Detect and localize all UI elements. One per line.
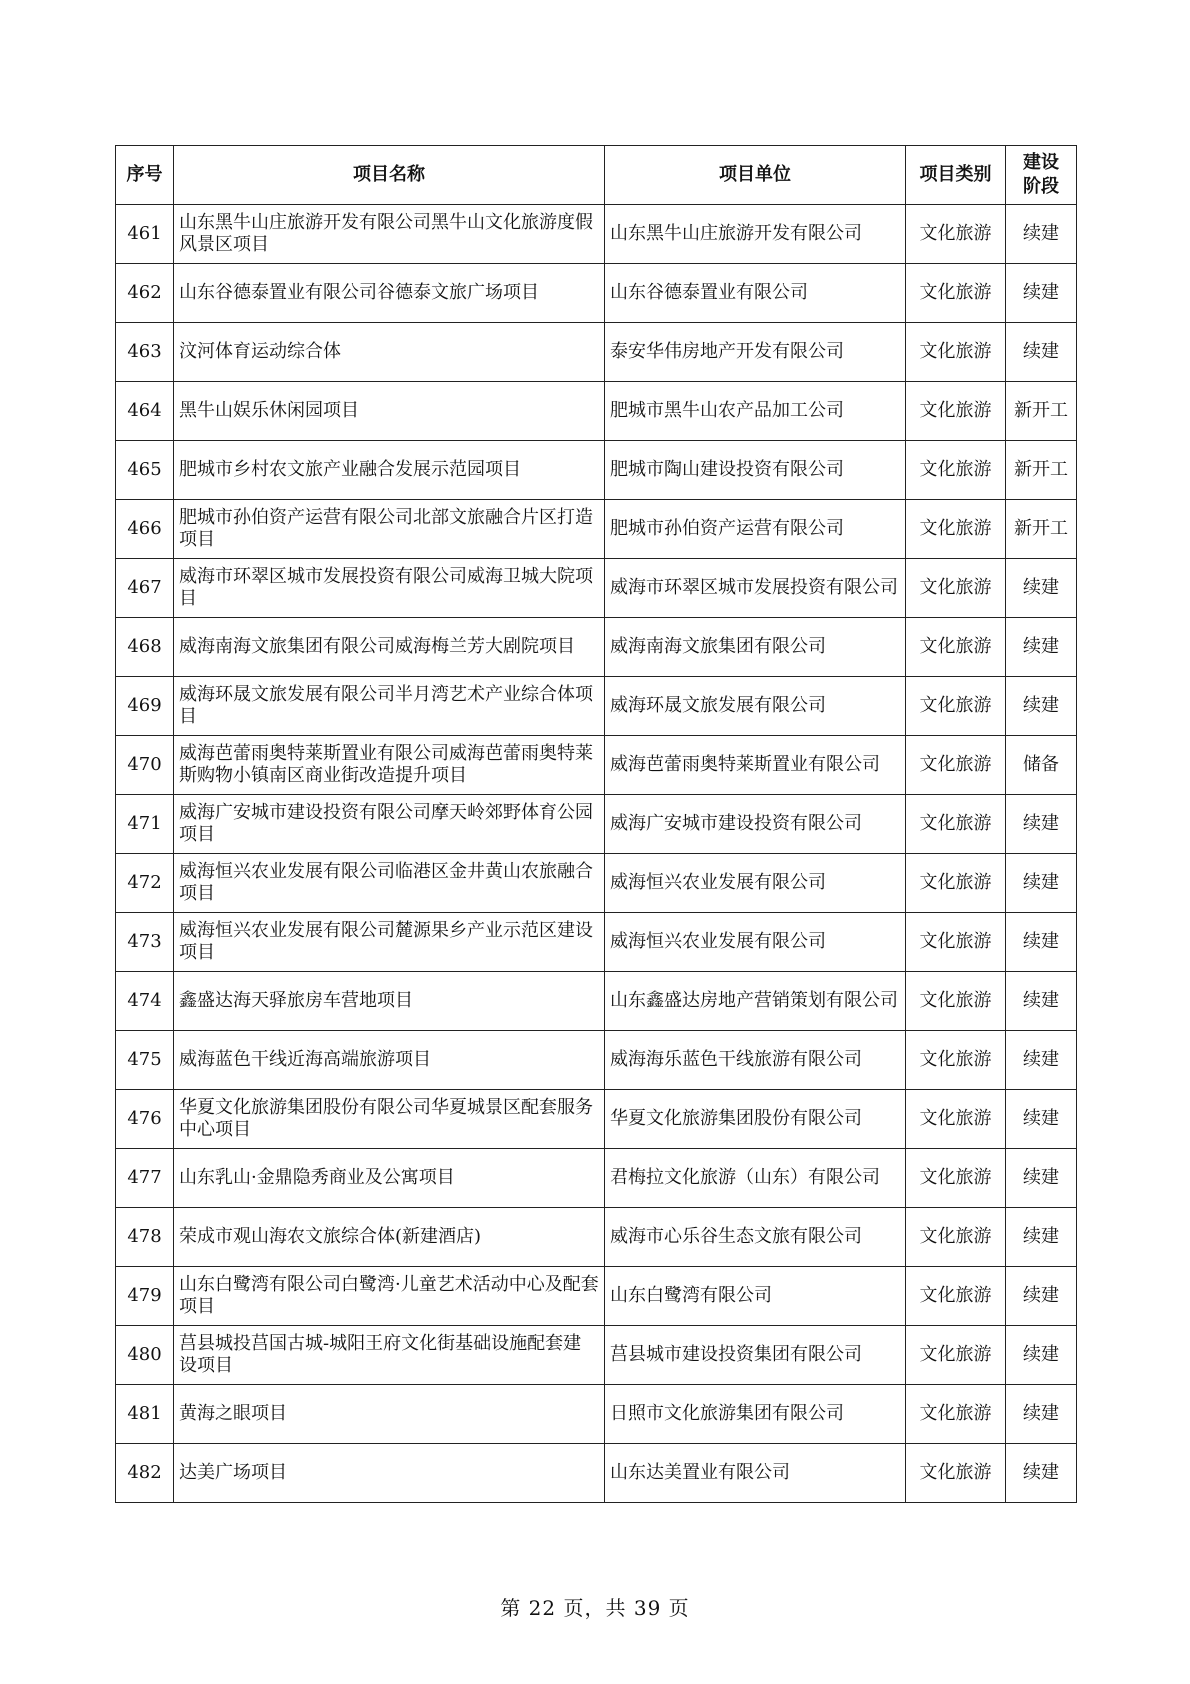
cell-seq: 481: [116, 1385, 174, 1444]
cell-project-name: 达美广场项目: [174, 1444, 605, 1503]
cell-project-name: 山东谷德泰置业有限公司谷德泰文旅广场项目: [174, 264, 605, 323]
table-row: [116, 1090, 1077, 1149]
table-row: [116, 736, 1077, 795]
cell-category: 文化旅游: [906, 1090, 1006, 1149]
cell-project-unit: 山东鑫盛达房地产营销策划有限公司: [605, 972, 906, 1031]
cell-stage: 续建: [1006, 1267, 1077, 1326]
cell-stage: 储备: [1006, 736, 1077, 795]
cell-category: 文化旅游: [906, 382, 1006, 441]
cell-seq: 467: [116, 559, 174, 618]
table-row: [116, 1444, 1077, 1503]
table-row: [116, 500, 1077, 559]
cell-seq: 468: [116, 618, 174, 677]
header-name: 项目名称: [174, 146, 605, 205]
cell-project-unit: 威海广安城市建设投资有限公司: [605, 795, 906, 854]
project-table-container: [115, 145, 1076, 1503]
cell-stage: 续建: [1006, 1444, 1077, 1503]
cell-stage: 续建: [1006, 1208, 1077, 1267]
cell-stage: 续建: [1006, 854, 1077, 913]
cell-seq: 478: [116, 1208, 174, 1267]
cell-stage: 新开工: [1006, 441, 1077, 500]
cell-seq: 463: [116, 323, 174, 382]
cell-stage: 新开工: [1006, 382, 1077, 441]
table-row: [116, 972, 1077, 1031]
header-stage-line1: 建设: [1023, 152, 1059, 173]
cell-seq: 477: [116, 1149, 174, 1208]
table-row: [116, 1149, 1077, 1208]
cell-project-name: 山东白鹭湾有限公司白鹭湾·儿童艺术活动中心及配套项目: [174, 1267, 605, 1326]
cell-seq: 482: [116, 1444, 174, 1503]
cell-stage: 续建: [1006, 323, 1077, 382]
cell-category: 文化旅游: [906, 1385, 1006, 1444]
cell-category: 文化旅游: [906, 972, 1006, 1031]
cell-stage: 续建: [1006, 677, 1077, 736]
table-row: [116, 854, 1077, 913]
cell-seq: 471: [116, 795, 174, 854]
cell-project-unit: 泰安华伟房地产开发有限公司: [605, 323, 906, 382]
cell-seq: 470: [116, 736, 174, 795]
cell-project-unit: 威海南海文旅集团有限公司: [605, 618, 906, 677]
cell-project-name: 肥城市孙伯资产运营有限公司北部文旅融合片区打造项目: [174, 500, 605, 559]
table-row: [116, 913, 1077, 972]
page-footer: 第 22 页，共 39 页: [500, 1596, 690, 1620]
cell-project-name: 华夏文化旅游集团股份有限公司华夏城景区配套服务中心项目: [174, 1090, 605, 1149]
cell-seq: 464: [116, 382, 174, 441]
cell-project-unit: 日照市文化旅游集团有限公司: [605, 1385, 906, 1444]
cell-project-unit: 威海芭蕾雨奥特莱斯置业有限公司: [605, 736, 906, 795]
table-row: [116, 1326, 1077, 1385]
table-row: [116, 264, 1077, 323]
header-category: 项目类别: [906, 146, 1006, 205]
table-row: [116, 323, 1077, 382]
cell-stage: 续建: [1006, 1385, 1077, 1444]
cell-project-name: 黑牛山娱乐休闲园项目: [174, 382, 605, 441]
cell-category: 文化旅游: [906, 854, 1006, 913]
cell-project-unit: 山东谷德泰置业有限公司: [605, 264, 906, 323]
cell-project-unit: 威海恒兴农业发展有限公司: [605, 854, 906, 913]
cell-stage: 续建: [1006, 1031, 1077, 1090]
cell-seq: 475: [116, 1031, 174, 1090]
table-body: [116, 205, 1077, 1503]
cell-category: 文化旅游: [906, 1031, 1006, 1090]
cell-category: 文化旅游: [906, 500, 1006, 559]
cell-project-name: 山东乳山·金鼎隐秀商业及公寓项目: [174, 1149, 605, 1208]
table-row: [116, 205, 1077, 264]
cell-seq: 476: [116, 1090, 174, 1149]
cell-project-unit: 君梅拉文化旅游（山东）有限公司: [605, 1149, 906, 1208]
table-row: [116, 1031, 1077, 1090]
cell-category: 文化旅游: [906, 264, 1006, 323]
table-row: [116, 795, 1077, 854]
cell-project-unit: 威海市心乐谷生态文旅有限公司: [605, 1208, 906, 1267]
cell-category: 文化旅游: [906, 677, 1006, 736]
cell-project-name: 肥城市乡村农文旅产业融合发展示范园项目: [174, 441, 605, 500]
cell-project-name: 汶河体育运动综合体: [174, 323, 605, 382]
cell-project-name: 山东黑牛山庄旅游开发有限公司黑牛山文化旅游度假风景区项目: [174, 205, 605, 264]
table-row: [116, 618, 1077, 677]
table-row: [116, 1267, 1077, 1326]
cell-category: 文化旅游: [906, 1444, 1006, 1503]
cell-project-unit: 威海市环翠区城市发展投资有限公司: [605, 559, 906, 618]
cell-project-name: 威海南海文旅集团有限公司威海梅兰芳大剧院项目: [174, 618, 605, 677]
cell-seq: 474: [116, 972, 174, 1031]
cell-category: 文化旅游: [906, 205, 1006, 264]
cell-stage: 续建: [1006, 1149, 1077, 1208]
cell-seq: 466: [116, 500, 174, 559]
header-unit: 项目单位: [605, 146, 906, 205]
table-row: [116, 1208, 1077, 1267]
table-row: [116, 1385, 1077, 1444]
cell-category: 文化旅游: [906, 559, 1006, 618]
cell-project-name: 莒县城投莒国古城-城阳王府文化街基础设施配套建设项目: [174, 1326, 605, 1385]
cell-category: 文化旅游: [906, 1149, 1006, 1208]
cell-category: 文化旅游: [906, 1267, 1006, 1326]
cell-seq: 480: [116, 1326, 174, 1385]
cell-category: 文化旅游: [906, 913, 1006, 972]
project-table: [115, 145, 1077, 1503]
cell-seq: 469: [116, 677, 174, 736]
cell-project-unit: 华夏文化旅游集团股份有限公司: [605, 1090, 906, 1149]
header-seq: 序号: [116, 146, 174, 205]
cell-stage: 新开工: [1006, 500, 1077, 559]
cell-stage: 续建: [1006, 205, 1077, 264]
cell-seq: 461: [116, 205, 174, 264]
cell-category: 文化旅游: [906, 795, 1006, 854]
cell-seq: 479: [116, 1267, 174, 1326]
cell-seq: 472: [116, 854, 174, 913]
cell-project-unit: 肥城市孙伯资产运营有限公司: [605, 500, 906, 559]
cell-project-name: 威海广安城市建设投资有限公司摩天岭郊野体育公园项目: [174, 795, 605, 854]
cell-project-unit: 山东黑牛山庄旅游开发有限公司: [605, 205, 906, 264]
cell-seq: 462: [116, 264, 174, 323]
cell-seq: 473: [116, 913, 174, 972]
cell-category: 文化旅游: [906, 736, 1006, 795]
table-row: [116, 382, 1077, 441]
cell-seq: 465: [116, 441, 174, 500]
cell-category: 文化旅游: [906, 323, 1006, 382]
table-row: [116, 677, 1077, 736]
cell-project-name: 威海恒兴农业发展有限公司临港区金井黄山农旅融合项目: [174, 854, 605, 913]
cell-project-unit: 威海海乐蓝色干线旅游有限公司: [605, 1031, 906, 1090]
cell-stage: 续建: [1006, 795, 1077, 854]
cell-project-unit: 肥城市陶山建设投资有限公司: [605, 441, 906, 500]
cell-project-unit: 山东达美置业有限公司: [605, 1444, 906, 1503]
cell-project-name: 威海蓝色干线近海高端旅游项目: [174, 1031, 605, 1090]
header-stage-line2: 阶段: [1023, 176, 1059, 197]
cell-project-unit: 肥城市黑牛山农产品加工公司: [605, 382, 906, 441]
cell-project-unit: 莒县城市建设投资集团有限公司: [605, 1326, 906, 1385]
cell-project-unit: 威海环晟文旅发展有限公司: [605, 677, 906, 736]
cell-project-name: 威海环晟文旅发展有限公司半月湾艺术产业综合体项目: [174, 677, 605, 736]
cell-project-name: 鑫盛达海天驿旅房车营地项目: [174, 972, 605, 1031]
cell-category: 文化旅游: [906, 1326, 1006, 1385]
header-stage: [1006, 146, 1077, 205]
cell-project-name: 威海芭蕾雨奥特莱斯置业有限公司威海芭蕾雨奥特莱斯购物小镇南区商业街改造提升项目: [174, 736, 605, 795]
cell-stage: 续建: [1006, 913, 1077, 972]
cell-project-name: 威海恒兴农业发展有限公司麓源果乡产业示范区建设项目: [174, 913, 605, 972]
cell-stage: 续建: [1006, 1090, 1077, 1149]
table-row: [116, 441, 1077, 500]
cell-category: 文化旅游: [906, 618, 1006, 677]
cell-stage: 续建: [1006, 972, 1077, 1031]
cell-project-unit: 威海恒兴农业发展有限公司: [605, 913, 906, 972]
cell-project-name: 威海市环翠区城市发展投资有限公司威海卫城大院项目: [174, 559, 605, 618]
cell-stage: 续建: [1006, 264, 1077, 323]
cell-stage: 续建: [1006, 559, 1077, 618]
cell-project-name: 荣成市观山海农文旅综合体(新建酒店): [174, 1208, 605, 1267]
cell-stage: 续建: [1006, 1326, 1077, 1385]
cell-stage: 续建: [1006, 618, 1077, 677]
cell-category: 文化旅游: [906, 441, 1006, 500]
cell-category: 文化旅游: [906, 1208, 1006, 1267]
cell-project-unit: 山东白鹭湾有限公司: [605, 1267, 906, 1326]
cell-project-name: 黄海之眼项目: [174, 1385, 605, 1444]
table-header-row: [116, 146, 1077, 205]
table-row: [116, 559, 1077, 618]
